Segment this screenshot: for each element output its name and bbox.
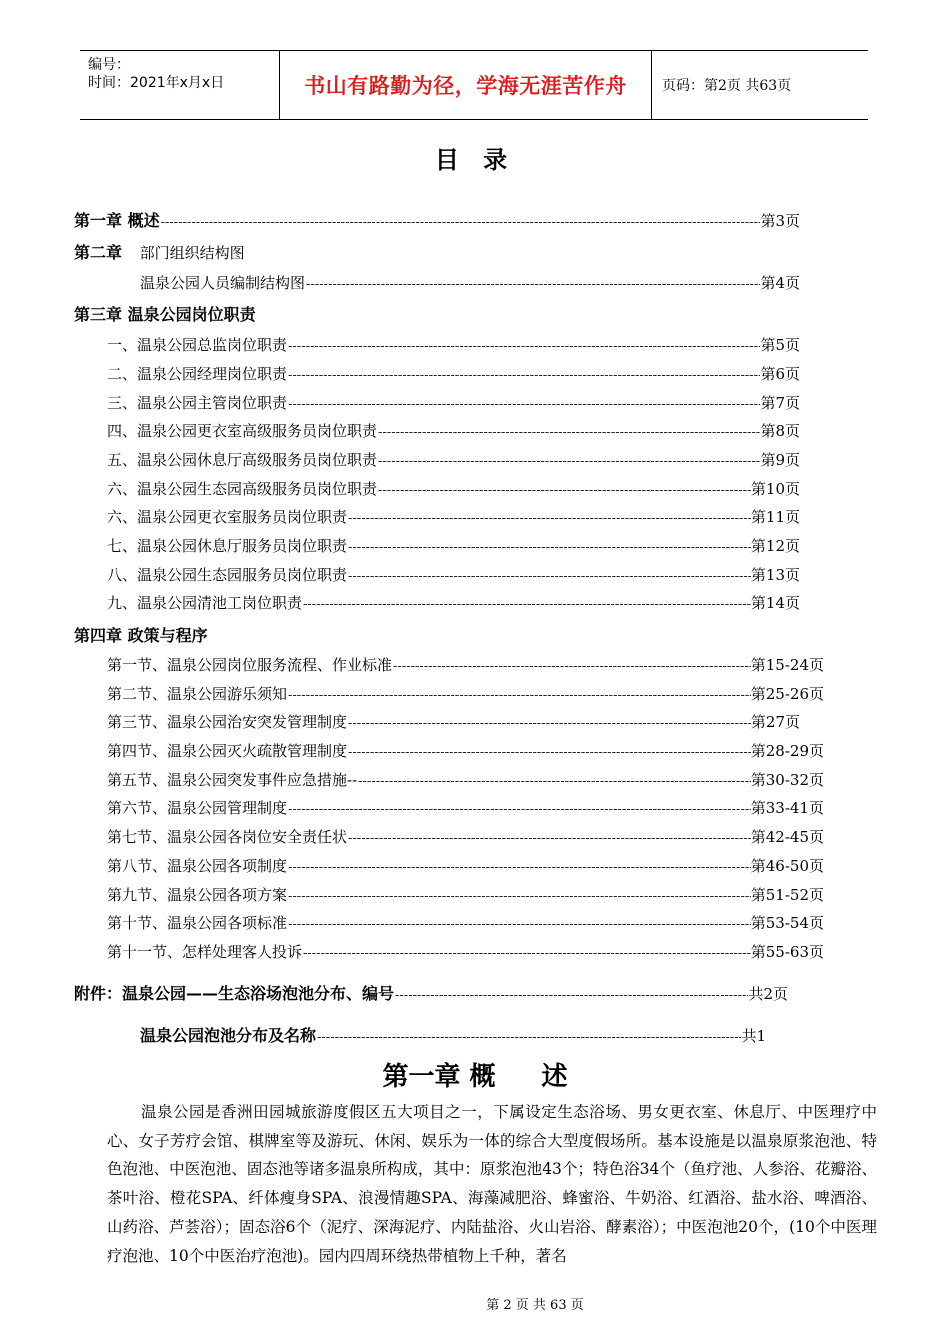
toc-leader [347, 745, 751, 760]
toc-leader [347, 831, 751, 846]
toc-entry-ch3-1[interactable] [107, 334, 800, 355]
toc-leader [287, 889, 751, 904]
toc-page: 第55-63页 [750, 943, 824, 961]
toc-label: 七、温泉公园休息厅服务员岗位职责 [107, 537, 348, 555]
toc-subtitle: 部门组织结构图 [139, 244, 245, 262]
toc-leader [392, 659, 751, 674]
toc-entry-appendix[interactable] [74, 981, 788, 1004]
toc-entry-ch4-3[interactable] [107, 711, 800, 732]
toc-leader [394, 988, 748, 1003]
chapter-1-paragraph: 温泉公园是香洲田园城旅游度假区五大项目之一，下属设定生态浴场、男女更衣室、休息厅、中医理疗中心、女子芳疗会馆、棋牌室等及游玩、休闲、娱乐为一体的综合大型度假场所。基本设施是以温泉原浆泡池、特色泡池、中医泡池、固态池等诸多温泉所构成，其中：原浆泡池43个；特色浴34个（鱼疗池、人参浴、花瓣浴、茶叶浴、橙花SPA、纤体瘦身SPA、浪漫情趣SPA、海藻减肥浴、蜂蜜浴、牛奶浴、红酒浴、盐水浴、啤酒浴、山药浴、芦荟浴）；固态浴6个（泥疗、深海泥疗、内陆盐浴、火山岩浴、酵素浴）；中医泡池20个，(10个中医理疗泡池、10个中医治疗泡池)。园内四周环绕热带植物上千种，著名 [107, 1103, 877, 1265]
toc-leader [287, 802, 751, 817]
toc-entry-ch4-10[interactable] [107, 912, 824, 933]
toc-label: 六、温泉公园更衣室服务员岗位职责 [107, 508, 348, 526]
toc-page: 第3页 [760, 212, 800, 230]
toc-label: 第一章 概述 [74, 211, 160, 230]
toc-label: 附件：温泉公园——生态浴场泡池分布、编号 [74, 984, 395, 1003]
toc-label: 第三节、温泉公园治安突发管理制度 [107, 713, 348, 731]
toc-page: 第33-41页 [750, 799, 824, 817]
toc-label: 九、温泉公园清池工岗位职责 [107, 594, 303, 612]
toc-entry-ch3-5[interactable] [107, 449, 800, 470]
header-code: 编号： [88, 57, 130, 73]
toc-label: 第十节、温泉公园各项标准 [107, 914, 288, 932]
toc-page: 第51-52页 [750, 886, 824, 904]
page-header [80, 50, 868, 120]
toc-page: 第53-54页 [750, 914, 824, 932]
toc-page: 第12页 [750, 537, 800, 555]
toc-leader [287, 917, 751, 932]
toc-label: 三、温泉公园主管岗位职责 [107, 394, 288, 412]
page-footer: 第 2 页 共 63 页 [486, 1298, 584, 1313]
toc-leader [305, 277, 760, 292]
toc-leader [287, 860, 751, 875]
toc-entry-ch3-10[interactable] [107, 592, 800, 613]
toc-label: 第一节、温泉公园岗位服务流程、作业标准 [107, 656, 393, 674]
toc-page: 第25-26页 [750, 685, 824, 703]
toc-page: 第13页 [750, 566, 800, 584]
chapter-1-title-part-a: 第一章 概 [382, 1062, 496, 1092]
toc-label: 第六节、温泉公园管理制度 [107, 799, 288, 817]
toc-chapter-2 [74, 240, 245, 263]
toc-entry-ch4-11[interactable] [107, 941, 824, 962]
toc-entry-ch3-8[interactable] [107, 535, 800, 556]
toc-entry-ch3-2[interactable] [107, 363, 800, 384]
toc-label: 六、温泉公园生态园高级服务员岗位职责 [107, 480, 378, 498]
toc-label: 一、温泉公园总监岗位职责 [107, 336, 288, 354]
toc-label: 温泉公园人员编制结构图 [140, 274, 306, 292]
toc-entry-ch4-2[interactable] [107, 683, 824, 704]
toc-leader [287, 397, 760, 412]
toc-label: 第十一节、怎样处理客人投诉 [107, 943, 303, 961]
toc-label: 第七节、温泉公园各岗位安全责任状 [107, 828, 348, 846]
toc-leader [347, 511, 751, 526]
toc-label: 第二节、温泉公园游乐须知 [107, 685, 288, 703]
toc-label: 四、温泉公园更衣室高级服务员岗位职责 [107, 422, 378, 440]
toc-entry-ch3-3[interactable] [107, 392, 800, 413]
toc-page: 第46-50页 [750, 857, 824, 875]
toc-page: 共2页 [748, 985, 788, 1003]
toc-entry-ch4-7[interactable] [107, 826, 824, 847]
toc-title: 目 录 [434, 146, 516, 174]
toc-leader [302, 946, 751, 961]
toc-entry-ch4-1[interactable] [107, 654, 824, 675]
toc-page: 第14页 [750, 594, 800, 612]
toc-leader [316, 1030, 741, 1045]
toc-leader [377, 483, 751, 498]
toc-label: 八、温泉公园生态园服务员岗位职责 [107, 566, 348, 584]
toc-page: 第30-32页 [750, 771, 824, 789]
toc-entry-appendix-2[interactable] [140, 1023, 766, 1046]
toc-leader [287, 688, 751, 703]
toc-leader [357, 774, 751, 789]
toc-leader [160, 215, 761, 230]
toc-label: 二、温泉公园经理岗位职责 [107, 365, 288, 383]
header-meta [80, 51, 280, 119]
toc-chapter-3: 第三章 温泉公园岗位职责 [74, 305, 256, 324]
toc-entry-ch4-8[interactable] [107, 855, 824, 876]
toc-label: 第二章 [74, 243, 123, 262]
toc-entry-ch4-4[interactable] [107, 740, 824, 761]
toc-label: 第九节、温泉公园各项方案 [107, 886, 288, 904]
toc-page: 第27页 [750, 713, 800, 731]
toc-label: 第五节、温泉公园突发事件应急措施-- [107, 771, 358, 789]
toc-leader [287, 368, 760, 383]
chapter-1-title [0, 1056, 950, 1093]
toc-page: 第9页 [760, 451, 800, 469]
toc-entry-ch1[interactable] [74, 208, 800, 231]
toc-entry-ch2-item[interactable] [140, 272, 800, 293]
toc-entry-ch4-9[interactable] [107, 884, 824, 905]
toc-entry-ch3-6[interactable] [107, 478, 800, 499]
toc-page: 第8页 [760, 422, 800, 440]
toc-label: 五、温泉公园休息厅高级服务员岗位职责 [107, 451, 378, 469]
toc-page: 第5页 [760, 336, 800, 354]
toc-entry-ch3-7[interactable] [107, 506, 800, 527]
toc-page: 第7页 [760, 394, 800, 412]
toc-page: 第4页 [760, 274, 800, 292]
toc-entry-ch3-4[interactable] [107, 420, 800, 441]
toc-entry-ch4-6[interactable] [107, 797, 824, 818]
toc-page: 第10页 [750, 480, 800, 498]
toc-leader [347, 540, 751, 555]
toc-page: 第28-29页 [750, 742, 824, 760]
chapter-1-title-part-b: 述 [541, 1062, 568, 1092]
toc-page: 第42-45页 [750, 828, 824, 846]
toc-leader [347, 569, 751, 584]
header-page-info: 页码：第2页 共63页 [662, 78, 792, 94]
toc-label: 温泉公园泡池分布及名称 [140, 1026, 317, 1045]
header-time: 时间：2021年x月x日 [88, 75, 225, 91]
toc-leader [287, 339, 760, 354]
toc-entry-ch4-5[interactable] [107, 769, 824, 790]
toc-leader [377, 454, 760, 469]
toc-leader [347, 716, 751, 731]
toc-page: 第11页 [750, 508, 800, 526]
toc-leader [377, 425, 760, 440]
toc-entry-ch3-9[interactable] [107, 564, 800, 585]
toc-page: 第6页 [760, 365, 800, 383]
toc-page: 共1 [741, 1027, 766, 1045]
toc-label: 第四节、温泉公园灭火疏散管理制度 [107, 742, 348, 760]
toc-leader [302, 597, 751, 612]
header-motto: 书山有路勤为径，学海无涯苦作舟 [280, 51, 652, 119]
toc-label: 第八节、温泉公园各项制度 [107, 857, 288, 875]
toc-chapter-4: 第四章 政策与程序 [74, 626, 208, 645]
toc-page: 第15-24页 [750, 656, 824, 674]
